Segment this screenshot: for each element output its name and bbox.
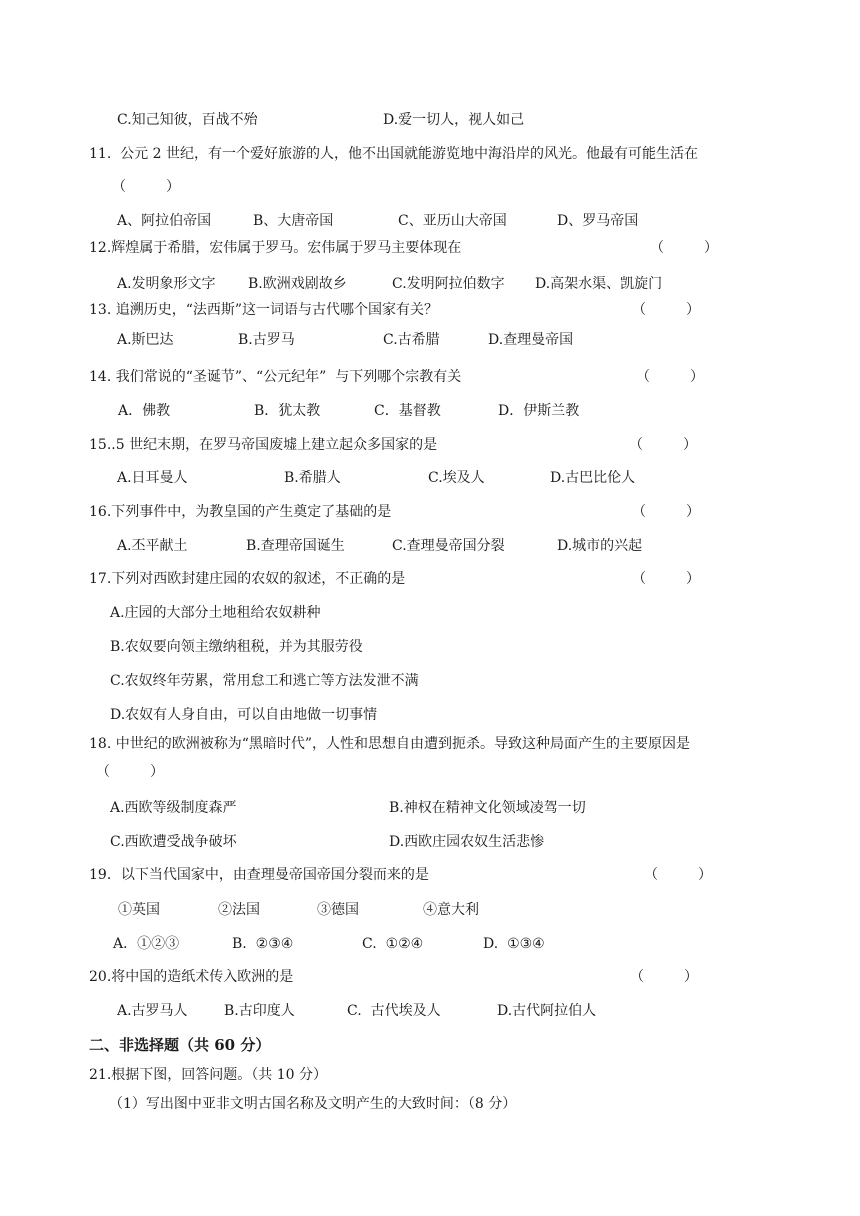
q11-option-d: D、罗马帝国 [557,213,639,229]
q19-item-1: ①英国 [118,902,160,918]
q17-answer-blank: （ ） [632,571,701,587]
q14-option-a: A．佛教 [118,403,171,419]
q20-answer-blank: （ ） [630,969,699,985]
q16-stem: 16.下列事件中，为教皇国的产生奠定了基础的是 [89,504,392,520]
q21-subquestion-1: （1）写出图中亚非文明古国名称及文明产生的大致时间：（8 分） [109,1096,517,1112]
q20-option-a: A.古罗马人 [117,1003,188,1019]
q14-answer-blank: （ ） [636,369,705,385]
q17-option-d: D.农奴有人身自由，可以自由地做一切事情 [110,707,378,723]
q18-option-c: C.西欧遭受战争破坏 [110,834,237,850]
q12-option-b: B.欧洲戏剧故乡 [248,276,347,292]
q19-option-b: B. ②③④ [232,936,294,952]
q15-option-c: C.埃及人 [428,470,485,486]
q14-stem: 14. 我们常说的“圣诞节”、“公元纪年” 与下列哪个宗教有关 [89,369,462,385]
q13-option-d: D.查理曼帝国 [488,332,574,348]
q15-stem: 15..5 世纪末期，在罗马帝国废墟上建立起众多国家的是 [89,437,438,453]
q18-option-d: D.西欧庄园农奴生活悲惨 [389,834,545,850]
q12-stem: 12.辉煌属于希腊，宏伟属于罗马。宏伟属于罗马主要体现在 [89,240,462,256]
q16-option-c: C.查理曼帝国分裂 [392,538,505,554]
q19-item-4: ④意大利 [423,902,479,918]
q14-option-c: C．基督教 [374,403,441,419]
q15-option-a: A.日耳曼人 [117,470,188,486]
q12-option-d: D.高架水渠、凯旋门 [535,276,663,292]
q16-option-d: D.城市的兴起 [557,538,643,554]
q12-answer-blank: （ ） [650,240,719,256]
q19-answer-blank: （ ） [644,867,713,883]
q19-stem: 19．以下当代国家中，由查理曼帝国帝国分裂而来的是 [89,867,429,883]
q17-option-b: B.农奴要向领主缴纳租税，并为其服劳役 [110,639,363,655]
q14-option-b: B．犹太教 [254,403,321,419]
q11-answer-blank: （ ） [112,179,181,195]
q20-option-d: D.古代阿拉伯人 [497,1003,597,1019]
q13-option-c: C.古希腊 [383,332,440,348]
q11-stem: 11. 公元 2 世纪，有一个爱好旅游的人，他不出国就能游览地中海沿岸的风光。他最有可能生活在 [89,146,698,162]
q13-answer-blank: （ ） [632,302,701,318]
q20-option-c: C. 古代埃及人 [347,1003,441,1019]
q16-option-a: A.丕平献土 [117,538,188,554]
q10-option-d: D.爱一切人，视人如己 [383,112,525,128]
q15-answer-blank: （ ） [629,437,698,453]
section-heading: 二、非选择题（共 60 分） [89,1036,271,1054]
q12-option-a: A.发明象形文字 [117,276,216,292]
q15-option-b: B.希腊人 [284,470,341,486]
q10-option-c: C.知己知彼，百战不殆 [117,112,258,128]
q17-stem: 17.下列对西欧封建庄园的农奴的叙述，不正确的是 [89,571,406,587]
q13-option-a: A.斯巴达 [117,332,174,348]
q20-stem: 20.将中国的造纸术传入欧洲的是 [89,969,294,985]
q18-answer-blank: （ ） [96,764,165,780]
q13-option-b: B.古罗马 [238,332,295,348]
q17-option-c: C.农奴终年劳累，常用怠工和逃亡等方法发泄不满 [110,673,419,689]
q18-option-a: A.西欧等级制度森严 [110,800,237,816]
q11-option-b: B、大唐帝国 [253,213,334,229]
q19-option-a: A．①②③ [113,936,180,952]
q15-option-d: D.古巴比伦人 [550,470,636,486]
q16-answer-blank: （ ） [632,504,701,520]
q13-stem: 13. 追溯历史，“法西斯”这一词语与古代哪个国家有关？ [89,302,439,318]
q18-stem: 18. 中世纪的欧洲被称为“黑暗时代”，人性和思想自由遭到扼杀。导致这种局面产生的主要原因是 [89,736,691,752]
q19-option-c: C. ①②④ [362,936,424,952]
q14-option-d: D．伊斯兰教 [498,403,580,419]
q19-item-3: ③德国 [317,902,359,918]
q11-option-c: C、亚历山大帝国 [398,213,507,229]
q20-option-b: B.古印度人 [224,1003,295,1019]
q21-stem: 21.根据下图，回答问题。（共 10 分） [89,1067,327,1083]
q12-option-c: C.发明阿拉伯数字 [392,276,505,292]
q19-option-d: D. ①③④ [483,936,545,952]
q18-option-b: B.神权在精神文化领域凌驾一切 [389,800,586,816]
q11-option-a: A、阿拉伯帝国 [117,213,212,229]
q17-option-a: A.庄园的大部分土地租给农奴耕种 [110,605,321,621]
q16-option-b: B.查理帝国诞生 [246,538,345,554]
q19-item-2: ②法国 [218,902,260,918]
